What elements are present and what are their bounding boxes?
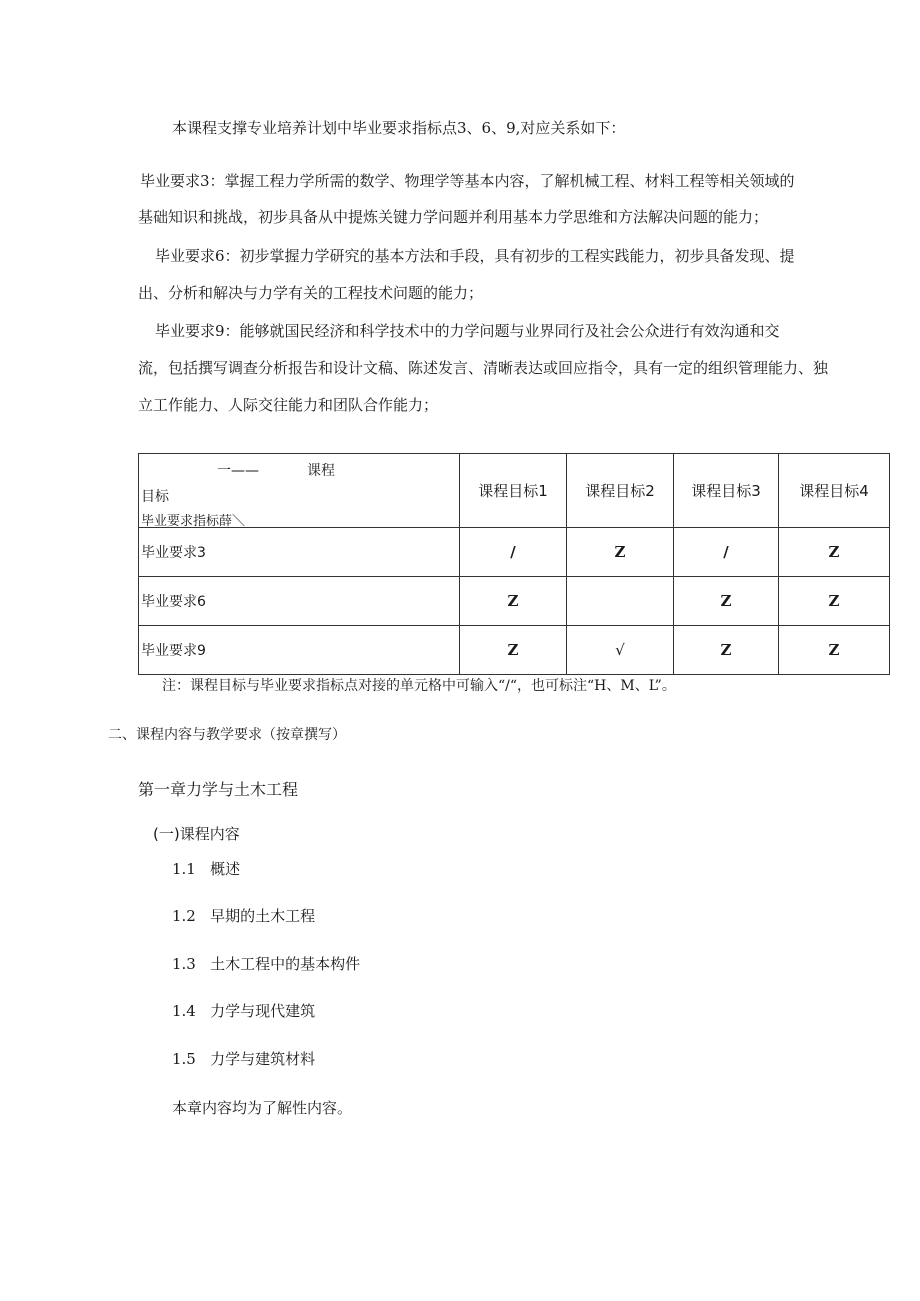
row-label-req-3: 毕业要求3 <box>139 528 460 577</box>
corner-course-label: 课程 <box>307 463 335 479</box>
chapter-summary: 本章内容均为了解性内容。 <box>172 1099 353 1117</box>
intro-paragraph: 本课程支撑专业培养计划中毕业要求指标点3、6、9,对应关系如下： <box>172 119 626 137</box>
cell-req6-target3: Z <box>674 577 779 626</box>
item-text: 早期的土木工程 <box>210 907 316 925</box>
requirement-9-line-2: 流，包括撰写调查分析报告和设计文稿、陈述发言、清晰表达或回应指令，具有一定的组织管理能力、独 <box>138 359 829 377</box>
table-row <box>139 577 890 626</box>
item-number: 1.5 <box>172 1050 196 1068</box>
list-item <box>172 1001 315 1021</box>
cell-req3-target1: / <box>460 528 567 577</box>
table-corner-cell <box>139 454 460 528</box>
row-label-req-9: 毕业要求9 <box>139 626 460 675</box>
requirement-6-line-1: 毕业要求6：初步掌握力学研究的基本方法和手段，具有初步的工程实践能力，初步具备发现、提 <box>155 247 795 265</box>
table-header-row <box>139 454 890 528</box>
cell-req9-target1: Z <box>460 626 567 675</box>
requirement-mapping-table <box>138 453 890 675</box>
item-text: 力学与现代建筑 <box>210 1002 316 1020</box>
header-course-target-4: 课程目标4 <box>779 454 890 528</box>
cell-req6-target1: Z <box>460 577 567 626</box>
requirement-3-line-2: 基础知识和挑战，初步具备从中提炼关键力学问题并利用基本力学思维和方法解决问题的能力； <box>138 208 769 226</box>
cell-req6-target4: Z <box>779 577 890 626</box>
item-text: 土木工程中的基本构件 <box>210 955 361 973</box>
requirement-3-line-1: 毕业要求3：掌握工程力学所需的数学、物理学等基本内容，了解机械工程、材料工程等相关领域的 <box>140 172 795 190</box>
item-number: 1.1 <box>172 860 196 878</box>
item-number: 1.3 <box>172 955 196 973</box>
cell-req3-target4: Z <box>779 528 890 577</box>
list-item <box>172 859 240 879</box>
cell-req3-target2: Z <box>567 528 674 577</box>
subsection-course-content: (一)课程内容 <box>153 825 240 843</box>
table-note: 注：课程目标与毕业要求指标点对接的单元格中可输入“/“，也可标注“H、M、L”。 <box>162 678 676 694</box>
cell-req9-target3: Z <box>674 626 779 675</box>
table-row <box>139 528 890 577</box>
chapter-1-title: 第一章力学与土木工程 <box>138 780 299 799</box>
header-course-target-2: 课程目标2 <box>567 454 674 528</box>
cell-req3-target3: / <box>674 528 779 577</box>
header-course-target-1: 课程目标1 <box>460 454 567 528</box>
section-heading-2: 二、课程内容与教学要求（按章撰写） <box>108 727 346 743</box>
row-label-req-6: 毕业要求6 <box>139 577 460 626</box>
item-text: 力学与建筑材料 <box>210 1050 316 1068</box>
table-row <box>139 626 890 675</box>
requirement-9-line-1: 毕业要求9：能够就国民经济和科学技术中的力学问题与业界同行及社会公众进行有效沟通和交 <box>155 322 780 340</box>
list-item <box>172 1049 315 1069</box>
cell-req9-target2: √ <box>567 626 674 675</box>
cell-req9-target4: Z <box>779 626 890 675</box>
corner-target-label: 目标 <box>141 489 169 505</box>
cell-req6-target2 <box>567 577 674 626</box>
requirement-6-line-2: 出、分析和解决与力学有关的工程技术问题的能力； <box>138 284 484 302</box>
requirement-9-line-3: 立工作能力、人际交往能力和团队合作能力； <box>138 396 439 414</box>
corner-dash: 一—— <box>217 463 259 479</box>
list-item <box>172 906 315 926</box>
header-course-target-3: 课程目标3 <box>674 454 779 528</box>
item-number: 1.4 <box>172 1002 196 1020</box>
list-item <box>172 954 360 974</box>
item-text: 概述 <box>210 860 241 878</box>
item-number: 1.2 <box>172 907 196 925</box>
corner-indicator-label: 毕业要求指标薛＼ <box>141 514 246 529</box>
